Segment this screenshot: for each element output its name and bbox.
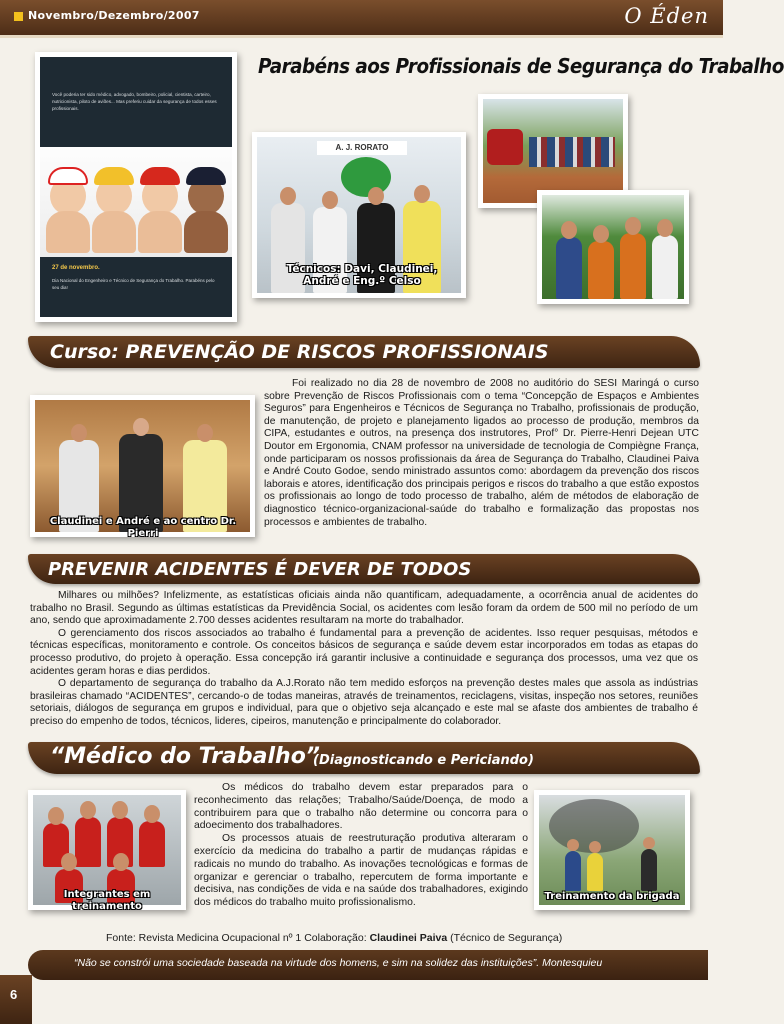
workers-row — [529, 137, 615, 167]
medico-text — [194, 782, 528, 910]
medico-paragraph-1: Os médicos do trabalho devem estar preparados para o reconhecimento das relações; Trabalho/Saúde/Doença, de modo a contribuirem para que o trabalho não determine ou concorra para o adoecimento dos trabalhadores. — [194, 782, 528, 832]
logo-emblem — [341, 157, 391, 197]
poster-intro: Você poderia ter sido médico, advogado, bombeiro, policial, cientista, carteiro, nutricionista, piloto de aviões... Mas preferiu cuidar da segurança de todos esses profissionais. — [52, 92, 217, 111]
training-team-caption: Integrantes em treinamento — [63, 889, 151, 912]
prevenir-text — [30, 590, 698, 729]
section-title-curso: Curso: PREVENÇÃO DE RISCOS PROFISSIONAIS — [50, 341, 549, 363]
issue-bullet-icon — [14, 12, 23, 21]
magazine-logo: O Éden — [624, 4, 709, 28]
course-paragraph: Foi realizado no dia 28 de novembro de 2008 no auditório do SESI Maringá o curso sobre Prevenção de Riscos Profissionais com o tema “Concepção de Espaços e Ambientes Seguros” para Engenheiros e Técnicos de Segurança no Trabalho, profissionais de produção, de manutenção, de projeto e planejamento ligados ao processo de produção, membros da CIPA, estudantes e outros, na presença dos instrutores, Prof° Dr. Pierre-Henri Dejean UTC Doutor em Ergonomia, CNAM professor na universidade de tecnologia de Compiègne França, onde participaram os nossos profissionais da área de Segurança do Trabalho, Claudinei Paiva e André Couto Godoe, sendo ministrado assuntos como: abordagem da prevenção dos riscos laborais e atores, identificação dos principais perigos e riscos do trabalho a que estão expostos os profissionais ao longo de todo processo de trabalho, além de métodos de elaboração de diagnostico técnico-organizacional-saúde do trabalho e formalização das propostas nos processos e ambientes de trabalho. — [264, 378, 700, 528]
poster-date: 27 de novembro. — [52, 265, 100, 271]
quote-text: “Não se constrói uma sociedade baseada na virtude dos homens, e sim na solidez das instituições”. Montesquieu — [74, 957, 603, 969]
tractor-shape — [487, 129, 523, 165]
course-photo — [30, 395, 255, 537]
section-subtitle-medico: (Diagnosticando e Periciando) — [313, 753, 534, 768]
medico-paragraph-2: Os processos atuais de reestruturação produtiva alteraram o exercício da medicina do trabalho a partir de mudanças rápidas e radicais no mundo do trabalho. As inovações tecnológicas e formas de organizar e gerenciar o trabalho, repercutem de forma importante e decisiva, nas condições de vida e na saúde dos trabalhadores, exigindo dos médicos do trabalho muito profissionalismo. — [194, 833, 528, 909]
field-photo-workers — [537, 190, 689, 304]
technicians-photo — [252, 132, 466, 298]
technicians-caption: Técnicos: Davi, Claudinei, André e Eng.º Celso — [286, 263, 438, 287]
prevenir-paragraph-3: O departamento de segurança do trabalho da A.J.Rorato não tem medido esforços na prevenção destes males que assola as indústrias brasileiras chamado “ACIDENTES”, cercando-o de todas maneiras, através de treinamentos, reciclagens, visitas, inspeção nos setores, reuniões setoriais, diálogos de segurança em grupos e individual, para que o objetivo seja alcançado e este mal se afaste dos ambientes de trabalho é preciso do empenho de todos, técnicos, lideres, cipeiros, manutenção e principalmente do colaborador. — [30, 678, 698, 727]
section-title-prevenir: PREVENIR ACIDENTES É DEVER DE TODOS — [48, 559, 472, 580]
brigade-training-caption: Treinamento da brigada — [544, 891, 680, 902]
brigade-training-photo — [534, 790, 690, 910]
issue-date: Novembro/Dezembro/2007 — [28, 9, 200, 22]
section-title-medico: “Médico do Trabalho” — [50, 744, 320, 769]
prevenir-paragraph-2: O gerenciamento dos riscos associados ao trabalho é fundamental para a prevenção de acidentes. Isso requer pesquisas, métodos e técnicas específicas, monitoramento e controle. Os conceitos básicos de segurança e saúde devem estar incorporados em todas as etapas do processo produtivo, do projeto à operação. Essa concepção irá garantir inclusive a continuidade e segurança dos processos, uma vez que os acidentes geram horas e dias perdidos. — [30, 627, 698, 677]
page-title: Parabéns aos Profissionais de Segurança do Trabalho — [258, 54, 784, 78]
course-photo-caption: Claudinei e André e ao centro Dr. Pierri — [49, 516, 237, 539]
company-sign: A. J. RORATO — [317, 141, 407, 155]
source-line: Fonte: Revista Medicina Ocupacional nº 1 Colaboração: Claudinei Paiva (Técnico de Segurança) — [106, 932, 563, 944]
collaborator-name: Claudinei Paiva — [369, 932, 448, 944]
page-number: 6 — [10, 987, 18, 1002]
prevenir-paragraph-1: Milhares ou milhões? Infelizmente, as estatísticas oficiais ainda não quantificam, adequadamente, a ocorrência anual de acidentes do trabalho no Brasil. Segundo as últimas estatísticas da Previdência Social, os acidentes com lesão foram da ordem de 500 mil no período de um ano, sendo que aproximadamente 2.700 desses acidentes resultaram na morte do trabalhador. — [30, 590, 698, 627]
poster-image — [35, 52, 237, 322]
poster-footer: Dia Nacional do Engenheiro e Técnico de Segurança do Trabalho. Parabéns pelo seu dia! — [52, 278, 215, 290]
babies-illustration — [40, 147, 232, 257]
training-team-photo — [28, 790, 186, 910]
